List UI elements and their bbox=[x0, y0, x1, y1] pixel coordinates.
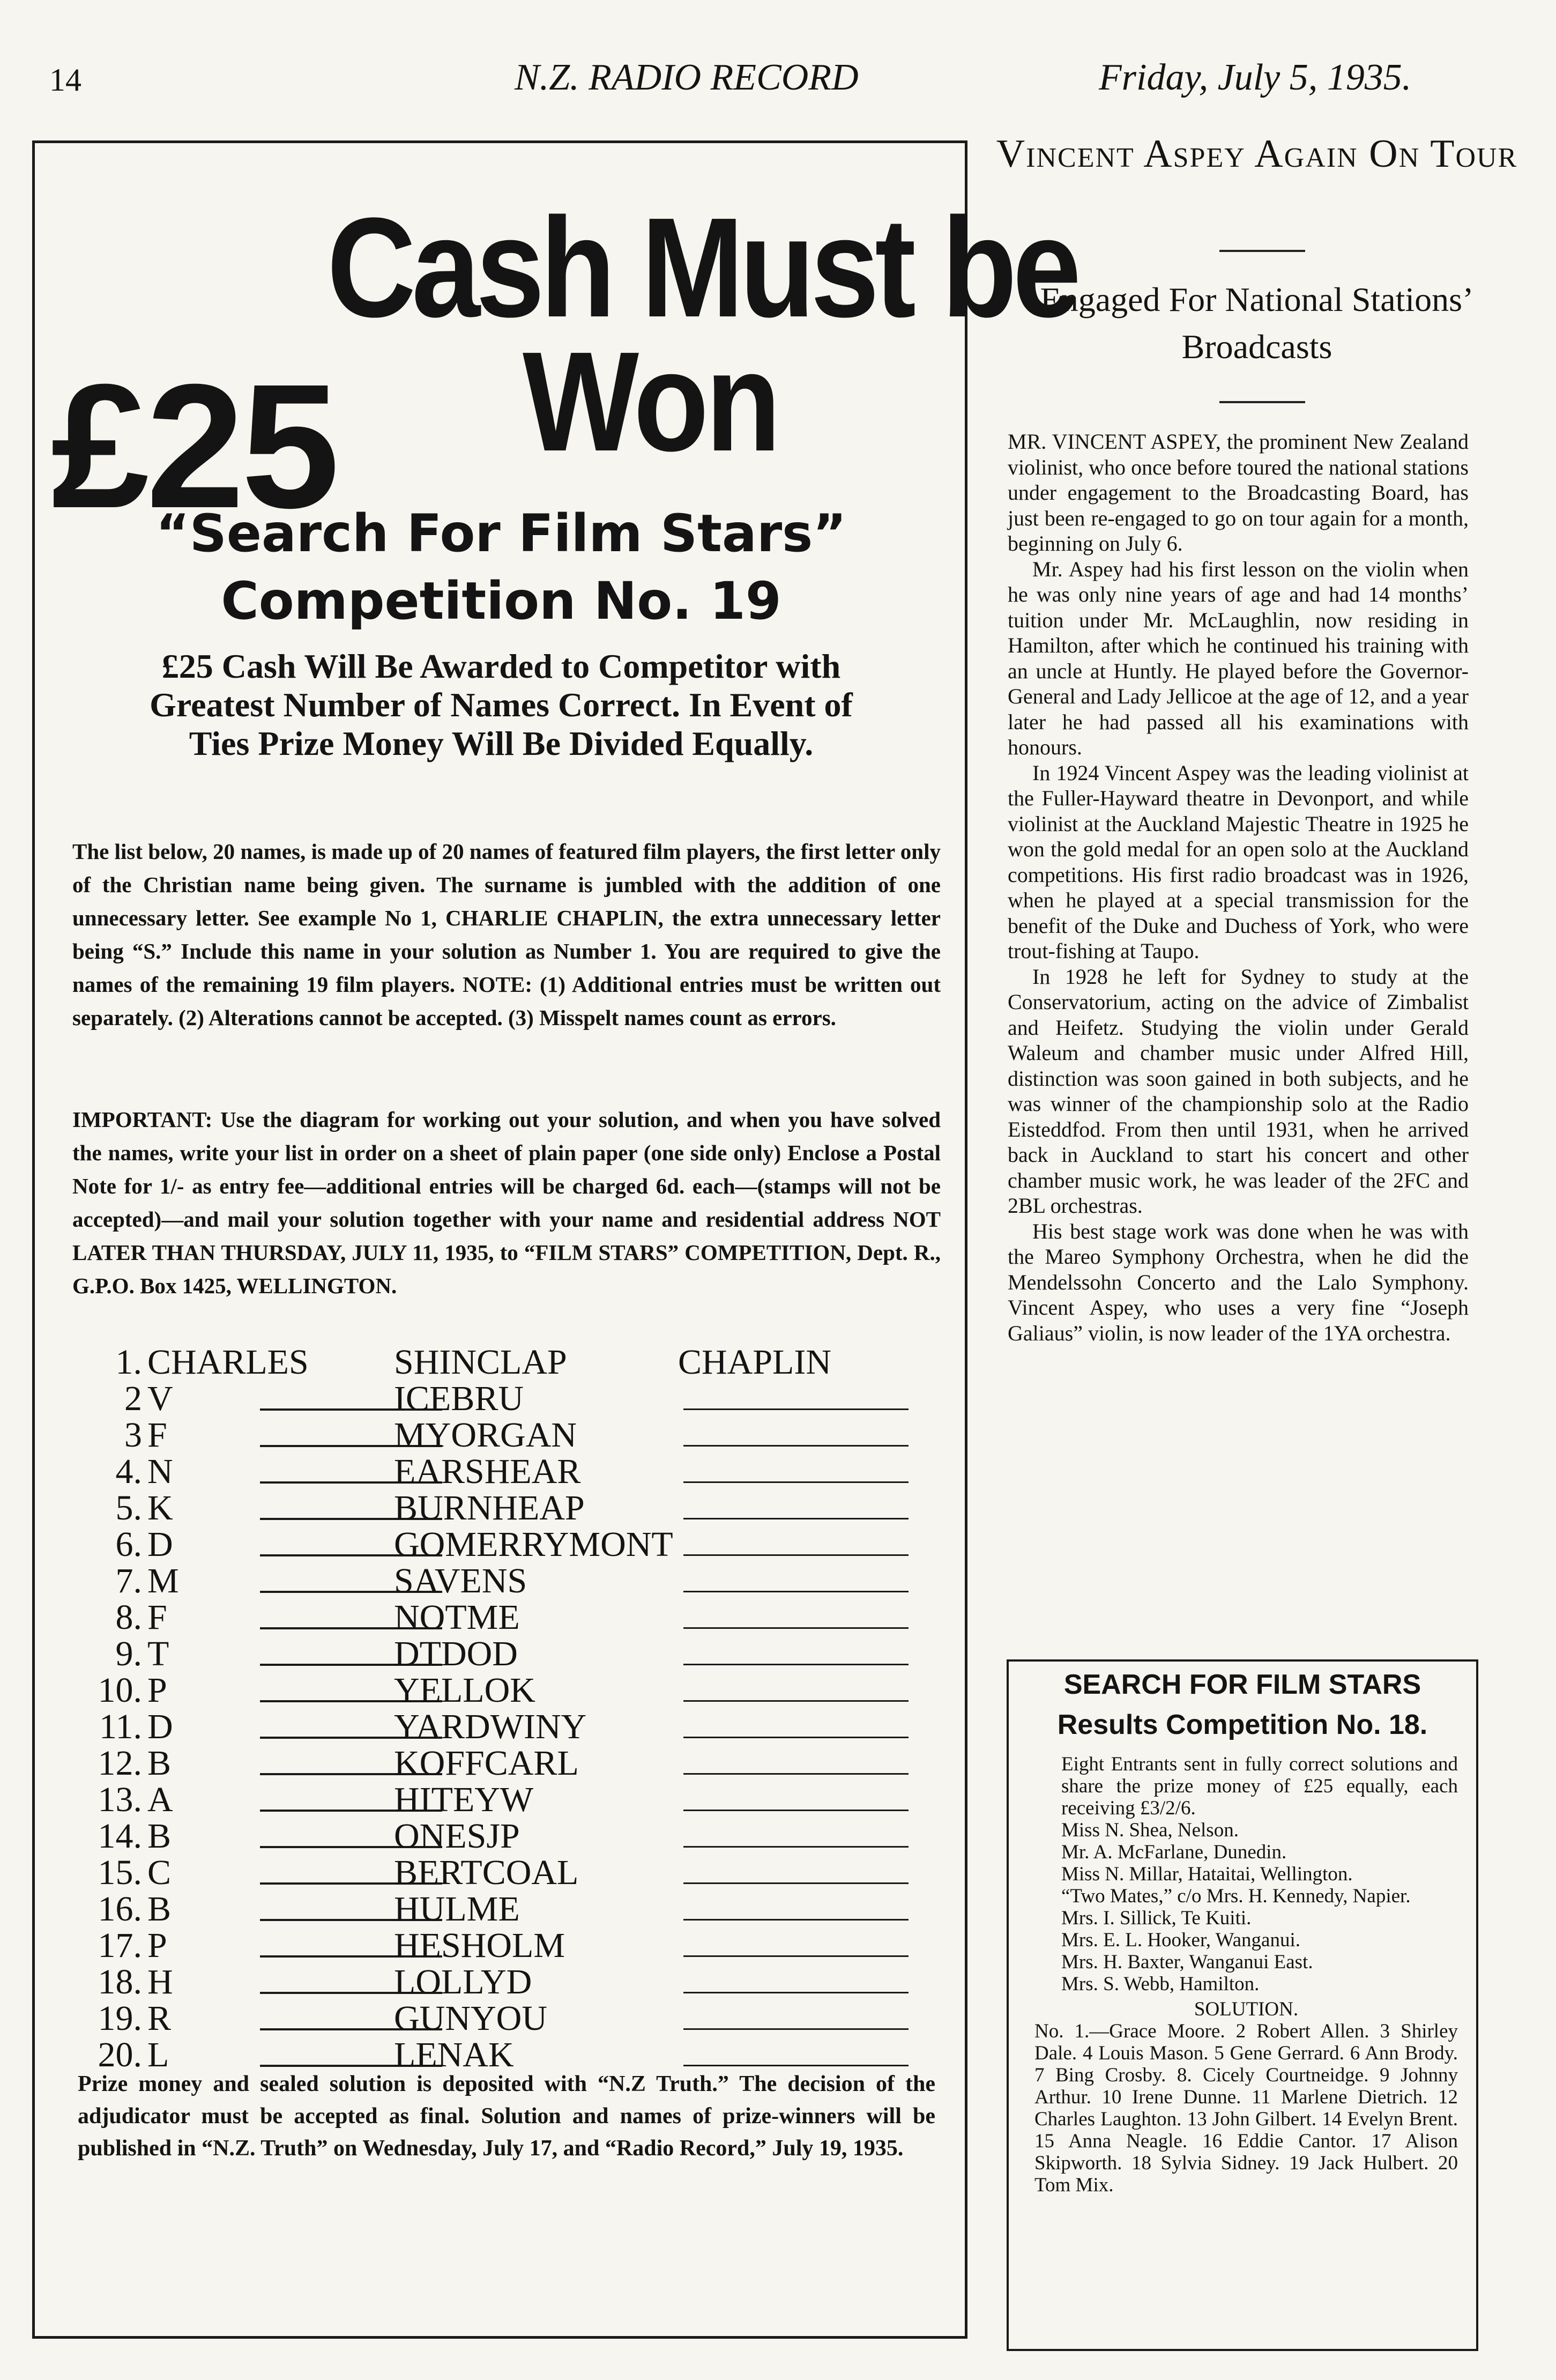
puzzle-answer-blank bbox=[683, 2065, 909, 2066]
puzzle-scrambled-name: BERTCOAL bbox=[394, 1853, 579, 1892]
winner-entry: Miss N. Millar, Hataitai, Wellington. bbox=[1061, 1863, 1353, 1885]
puzzle-scrambled-name: ICEBRU bbox=[394, 1379, 524, 1418]
headline-line-2: Won bbox=[523, 322, 778, 481]
puzzle-number: 17. bbox=[98, 1926, 142, 1965]
puzzle-number: 1. bbox=[115, 1343, 142, 1382]
article-paragraph: MR. VINCENT ASPEY, the prominent New Zealand violinist, who once before toured the national stations under engagement to the Broadcasting Board, has just been re-engaged to go on tour again for a month, beginning on July 6. bbox=[1008, 429, 1469, 555]
results-title: SEARCH FOR FILM STARS bbox=[1063, 1669, 1421, 1700]
puzzle-initial: N bbox=[147, 1452, 173, 1491]
winner-entry: Mrs. I. Sillick, Te Kuiti. bbox=[1061, 1907, 1252, 1929]
results-body bbox=[1034, 1753, 1458, 2196]
puzzle-scrambled-name: YARDWINY bbox=[394, 1707, 587, 1746]
puzzle-number: 16. bbox=[98, 1889, 142, 1929]
puzzle-number: 4. bbox=[115, 1452, 142, 1491]
puzzle-scrambled-name: HITEYW bbox=[394, 1780, 534, 1819]
puzzle-row bbox=[88, 1745, 946, 1782]
puzzle-answer-blank bbox=[683, 1737, 909, 1738]
competition-number: Competition No. 19 bbox=[221, 571, 781, 631]
puzzle-initial: H bbox=[147, 1962, 173, 2001]
puzzle-scrambled-name: DTDOD bbox=[394, 1634, 518, 1673]
puzzle-row bbox=[88, 1672, 946, 1709]
puzzle-scrambled-name: LOLLYD bbox=[394, 1962, 532, 2001]
puzzle-answer-blank bbox=[683, 1554, 909, 1556]
puzzle-scrambled-name: SHINCLAP bbox=[394, 1343, 567, 1382]
puzzle-number: 9. bbox=[115, 1634, 142, 1673]
puzzle-answer-blank bbox=[683, 1919, 909, 1921]
puzzle-initial: D bbox=[147, 1707, 173, 1746]
puzzle-row bbox=[88, 1927, 946, 1964]
puzzle-initial: K bbox=[147, 1488, 173, 1528]
puzzle-initial: V bbox=[147, 1379, 173, 1418]
puzzle-initial: L bbox=[147, 2035, 169, 2074]
puzzle-scrambled-name: SAVENS bbox=[394, 1561, 527, 1600]
article-paragraph: In 1928 he left for Sydney to study at the Conservatorium, acting on the advice of Zimbalist and Heifetz. Studying the violin under Gerald Waleum and chamber music under Alfred Hill, distinction was soon gained in both subjects, and he was winner of the championship solo at the Radio Eisteddfod. From then until 1931, when he arrived back in Auckland to start his concert and other chamber music work, he was leader of the 2FC and 2BL orchestras. bbox=[1008, 964, 1469, 1218]
puzzle-scrambled-name: BURNHEAP bbox=[394, 1488, 585, 1528]
competition-title: “Search For Film Stars” bbox=[155, 503, 847, 564]
puzzle-number: 10. bbox=[98, 1671, 142, 1710]
puzzle-number: 5. bbox=[115, 1488, 142, 1528]
puzzle-row bbox=[88, 1855, 946, 1891]
puzzle-initial: C bbox=[147, 1853, 172, 1892]
puzzle-row bbox=[88, 1782, 946, 1818]
puzzle-initial: CHARLES bbox=[147, 1343, 309, 1382]
important-text: IMPORTANT: Use the diagram for working out your solution, and when you have solved the names, write your list in order on a sheet of plain paper (one side only) Enclose a Postal Note for 1/- as entry fee—additional entries will be charged 6d. each—(stamps will not be accepted)—and mail your solution together with your name and residential address NOT LATER THAN THURSDAY, JULY 11, 1935, to “FILM STARS” COMPETITION, Dept. R., G.P.O. Box 1425, WELLINGTON. bbox=[72, 1107, 941, 1298]
puzzle-number: 13. bbox=[98, 1780, 142, 1819]
puzzle-initial: F bbox=[147, 1598, 167, 1637]
winner-entry: “Two Mates,” c/o Mrs. H. Kennedy, Napier. bbox=[1061, 1885, 1411, 1907]
puzzle-row bbox=[88, 1891, 946, 1927]
winner-entry: Mrs. H. Baxter, Wanganui East. bbox=[1061, 1951, 1313, 1973]
puzzle-answer-blank bbox=[683, 1627, 909, 1629]
solution-text: No. 1.—Grace Moore. 2 Robert Allen. 3 Shirley Dale. 4 Louis Mason. 5 Gene Gerrard. 6 Ann Brody. 7 Bing Crosby. 8. Cicely Courtneidge. 9 Johnny Arthur. 10 Irene Dunne. 11 Marlene Dietrich. 12 Charles Laughton. 13 John Gilbert. 14 Evelyn Brent. 15 Anna Neagle. 16 Eddie Cantor. 17 Alison Skipworth. 18 Sylvia Sidney. 19 Jack Hulbert. 20 Tom Mix. bbox=[1034, 2020, 1458, 2196]
puzzle-row bbox=[88, 1818, 946, 1855]
puzzle-number: 6. bbox=[115, 1525, 142, 1564]
puzzle-answer-blank bbox=[683, 1882, 909, 1884]
puzzle-number: 2 bbox=[124, 1379, 142, 1418]
puzzle-answer-blank bbox=[683, 1992, 909, 1993]
award-text: £25 Cash Will Be Awarded to Competitor with Greatest Number of Names Correct. In Event of Ties Prize Money Will Be Divided Equally. bbox=[150, 647, 853, 762]
puzzle-number: 20. bbox=[98, 2035, 142, 2074]
winner-entry: Mrs. E. L. Hooker, Wanganui. bbox=[1061, 1929, 1300, 1951]
puzzle-answer-blank bbox=[683, 1518, 909, 1519]
puzzle-answer-blank bbox=[683, 1773, 909, 1775]
puzzle-row bbox=[88, 1344, 946, 1381]
puzzle-answer: CHAPLIN bbox=[678, 1343, 832, 1382]
article-paragraph: Mr. Aspey had his first lesson on the violin when he was only nine years of age and had 14 months’ tuition under Mr. McLaughlin, now residing in Hamilton, after which he continued his training with an uncle at Huntly. He played before the Governor-General and Lady Jellicoe at the age of 12, and a year later he had passed all his examinations with honours. bbox=[1008, 557, 1469, 759]
puzzle-row bbox=[88, 1381, 946, 1417]
puzzle-row bbox=[88, 2000, 946, 2037]
puzzle-scrambled-name: LENAK bbox=[394, 2035, 514, 2074]
prize-footer-text: Prize money and sealed solution is deposited with “N.Z Truth.” The decision of the adjudicator must be accepted as final. Solution and names of prize-winners will be published in “N.Z. Truth” on Wednesday, July 17, and “Radio Record,” July 19, 1935. bbox=[78, 2072, 935, 2161]
puzzle-initial: F bbox=[147, 1415, 167, 1455]
puzzle-number: 11. bbox=[99, 1707, 142, 1746]
publication-name: N.Z. RADIO RECORD bbox=[515, 57, 859, 98]
puzzle-answer-blank bbox=[683, 2028, 909, 2030]
solution-heading: SOLUTION. bbox=[1194, 1998, 1299, 2020]
puzzle-scrambled-name: HULME bbox=[394, 1889, 520, 1929]
puzzle-initial: B bbox=[147, 1816, 172, 1856]
puzzle-number: 18. bbox=[98, 1962, 142, 2001]
puzzle-initial: D bbox=[147, 1525, 173, 1564]
article-paragraph: His best stage work was done when he was with the Mareo Symphony Orchestra, when he did the Mendelssohn Concerto and the Lalo Symphony. Vincent Aspey, who uses a very fine “Joseph Galiaus” violin, is now leader of the 1YA orchestra. bbox=[1008, 1219, 1469, 1345]
puzzle-answer-blank bbox=[683, 1664, 909, 1665]
puzzle-initial: A bbox=[147, 1780, 173, 1819]
puzzle-row bbox=[88, 1417, 946, 1454]
results-intro: Eight Entrants sent in fully correct solutions and share the prize money of £25 equally, each receiving £3/2/6. bbox=[1061, 1753, 1458, 1819]
winner-entry: Mr. A. McFarlane, Dunedin. bbox=[1061, 1841, 1287, 1863]
puzzle-initial: B bbox=[147, 1889, 172, 1929]
results-subtitle: Results Competition No. 18. bbox=[1057, 1709, 1428, 1740]
puzzle-row bbox=[88, 1454, 946, 1490]
puzzle-initial: B bbox=[147, 1744, 172, 1783]
headline-line-1: Cash Must be bbox=[327, 188, 1077, 347]
winner-entry: Mrs. S. Webb, Hamilton. bbox=[1061, 1973, 1260, 1995]
page-number: 14 bbox=[49, 62, 81, 98]
puzzle-number: 12. bbox=[98, 1744, 142, 1783]
article-body bbox=[1008, 429, 1469, 1346]
puzzle-row bbox=[88, 1526, 946, 1563]
puzzle-list bbox=[88, 1344, 946, 2073]
puzzle-row bbox=[88, 1563, 946, 1599]
puzzle-number: 8. bbox=[115, 1598, 142, 1637]
puzzle-row bbox=[88, 1490, 946, 1526]
puzzle-initial: P bbox=[147, 1671, 167, 1710]
puzzle-answer-blank bbox=[683, 1408, 909, 1410]
puzzle-scrambled-name: GUNYOU bbox=[394, 1999, 547, 2038]
title-divider bbox=[1219, 250, 1305, 252]
puzzle-row bbox=[88, 1599, 946, 1636]
puzzle-answer-blank bbox=[683, 1591, 909, 1592]
puzzle-scrambled-name: EARSHEAR bbox=[394, 1452, 581, 1491]
puzzle-initial: M bbox=[147, 1561, 179, 1600]
article-title: Vincent Aspey Again On Tour bbox=[996, 132, 1518, 176]
puzzle-answer-blank bbox=[683, 1846, 909, 1848]
puzzle-answer-blank bbox=[683, 1810, 909, 1811]
puzzle-number: 15. bbox=[98, 1853, 142, 1892]
puzzle-number: 19. bbox=[98, 1999, 142, 2038]
puzzle-initial: R bbox=[147, 1999, 172, 2038]
competition-advertisement bbox=[32, 140, 1077, 2339]
puzzle-answer-blank bbox=[683, 1481, 909, 1483]
puzzle-scrambled-name: HESHOLM bbox=[394, 1926, 565, 1965]
subtitle-divider bbox=[1219, 401, 1305, 403]
puzzle-number: 3 bbox=[124, 1415, 142, 1455]
winner-entry: Miss N. Shea, Nelson. bbox=[1061, 1819, 1239, 1841]
puzzle-answer-blank bbox=[683, 1445, 909, 1447]
puzzle-scrambled-name: GOMERRYMONT bbox=[394, 1525, 673, 1564]
puzzle-row bbox=[88, 1709, 946, 1745]
puzzle-row bbox=[88, 1964, 946, 2000]
article-paragraph: In 1924 Vincent Aspey was the leading violinist at the Fuller-Hayward theatre in Devonport, and while violinist at the Auckland Majestic Theatre in 1925 he won the gold medal for an open solo at the Auckland competitions. His first radio broadcast was in 1926, when he played at a special transmission for the benefit of the Duke and Duchess of York, who were trout-fishing at Taupo. bbox=[1008, 760, 1469, 963]
article-subtitle: Engaged For National Stations’ Broadcasts bbox=[1040, 280, 1474, 366]
puzzle-scrambled-name: KOFFCARL bbox=[394, 1744, 579, 1783]
puzzle-answer-blank bbox=[683, 1700, 909, 1702]
winners-list bbox=[1034, 1819, 1458, 1995]
puzzle-scrambled-name: ONESJP bbox=[394, 1816, 520, 1856]
puzzle-number: 7. bbox=[115, 1561, 142, 1600]
puzzle-row bbox=[88, 1636, 946, 1672]
puzzle-scrambled-name: YELLOK bbox=[394, 1671, 535, 1710]
puzzle-answer-blank bbox=[683, 1955, 909, 1957]
puzzle-initial: T bbox=[147, 1634, 169, 1673]
rules-text: The list below, 20 names, is made up of 20 names of featured film players, the first letter only of the Christian name being given. The surname is jumbled with the addition of one unnecessary letter. See example No 1, CHARLIE CHAPLIN, the extra unnecessary letter being “S.” Include this name in your solution as Number 1. You are required to give the names of the remaining 19 film players. NOTE: (1) Additional entries must be written out separately. (2) Alterations cannot be accepted. (3) Misspelt names count as errors. bbox=[72, 839, 941, 1030]
prize-amount: £25 bbox=[51, 347, 337, 545]
puzzle-initial: P bbox=[147, 1926, 167, 1965]
issue-date: Friday, July 5, 1935. bbox=[1099, 57, 1412, 98]
puzzle-number: 14. bbox=[98, 1816, 142, 1856]
puzzle-scrambled-name: NOTME bbox=[394, 1598, 520, 1637]
puzzle-scrambled-name: MYORGAN bbox=[394, 1415, 577, 1455]
